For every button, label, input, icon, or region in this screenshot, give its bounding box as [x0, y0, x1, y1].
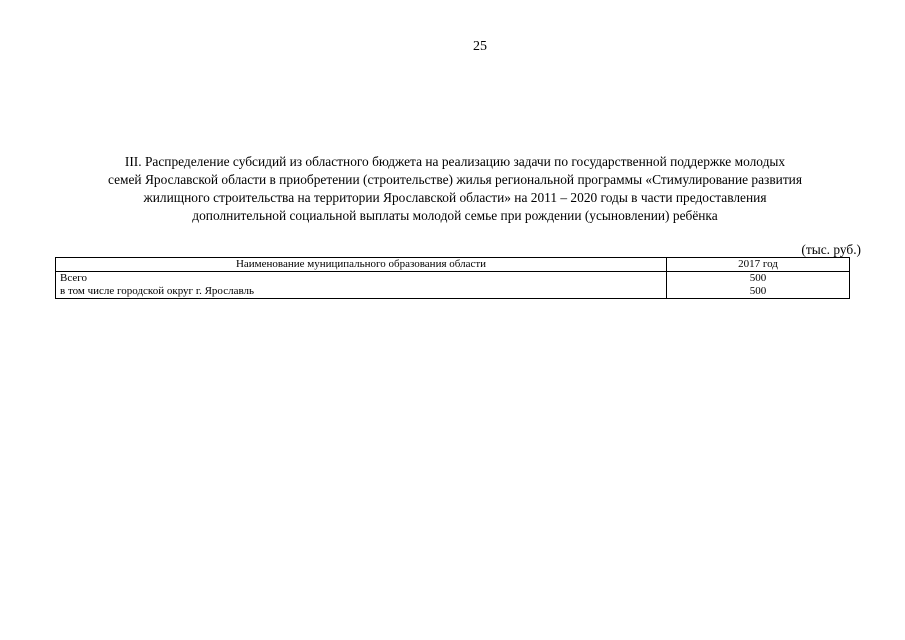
row-value-total: 500 [667, 272, 850, 286]
heading-line: дополнительной социальной выплаты молодой семье при рождении (усыновлении) ребёнка [192, 208, 718, 223]
subsidy-table [55, 257, 850, 299]
row-value-yaroslavl: 500 [667, 285, 850, 299]
heading-line: жилищного строительства на территории Ярославской области» на 2011 – 2020 годы в части предоставления [143, 190, 767, 205]
heading-line: III. Распределение субсидий из областного бюджета на реализацию задачи по государственной поддержке молодых [124, 154, 786, 169]
column-header-year: 2017 год [667, 258, 850, 272]
column-header-municipality: Наименование муниципального образования области [56, 258, 667, 272]
units-label: (тыс. руб.) [801, 242, 861, 257]
row-name-total: Всего [56, 272, 667, 286]
table-row [56, 285, 850, 299]
row-name-yaroslavl: в том числе городской округ г. Ярославль [56, 285, 667, 299]
table-header-row [56, 258, 850, 272]
heading-line: семей Ярославской области в приобретении (строительстве) жилья региональной программы «Стимулирование развития [107, 172, 803, 187]
page-number: 25 [473, 39, 487, 54]
table-row [56, 272, 850, 286]
section-heading [60, 153, 850, 225]
